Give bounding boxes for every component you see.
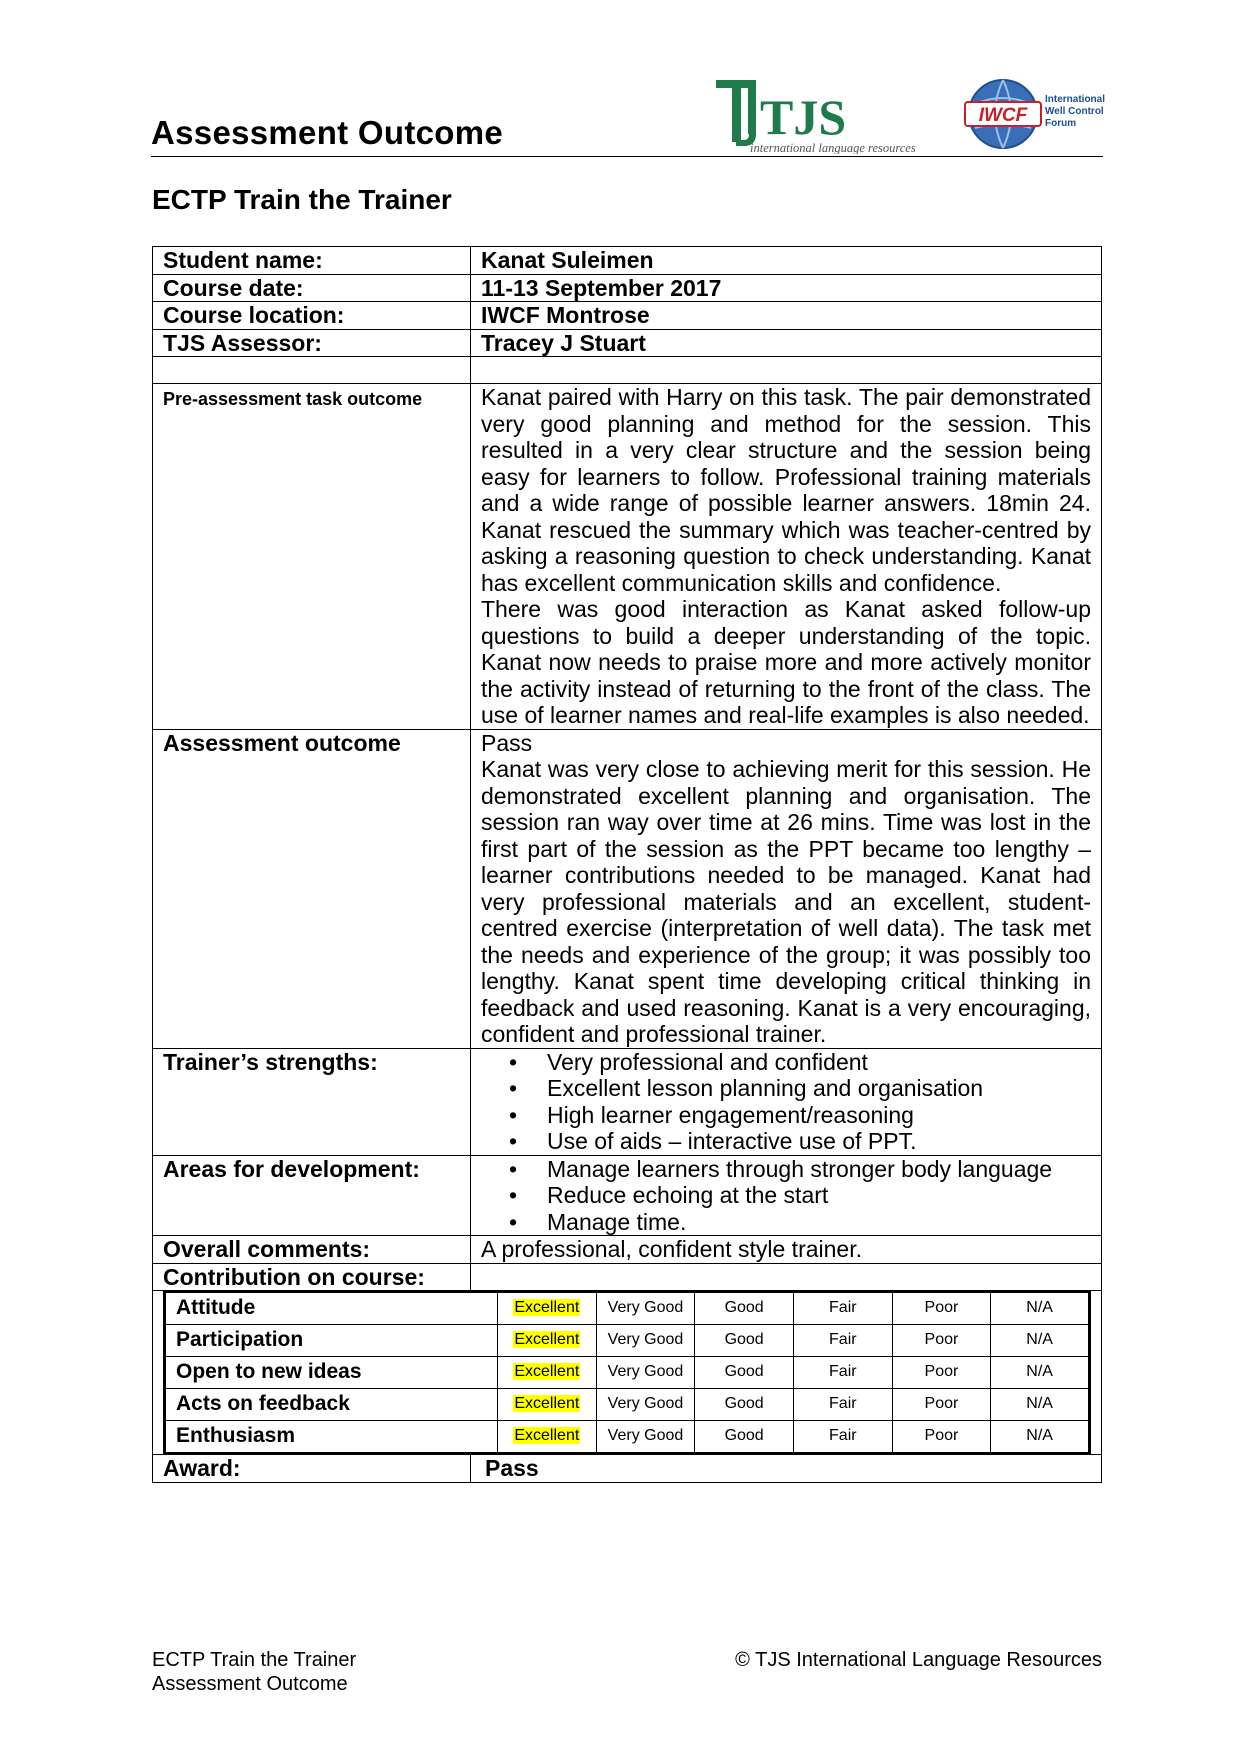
rating-option-label: Very Good [607, 1395, 684, 1413]
development-row [153, 1155, 1102, 1236]
list-item: • High learner engagement/reasoning [547, 1102, 1091, 1129]
footer-course: ECTP Train the Trainer [152, 1649, 357, 1671]
rating-option-label: Poor [924, 1427, 959, 1445]
rating-option [793, 1389, 892, 1421]
rating-option-label: Excellent [514, 1363, 580, 1381]
assessment-outcome-text [471, 729, 1102, 1048]
rating-option-label: Fair [829, 1299, 857, 1317]
iwcf-logo-mark: IWCF [978, 105, 1028, 126]
rating-option [695, 1421, 794, 1454]
rating-option [498, 1421, 597, 1454]
student-row [153, 247, 1102, 275]
rating-option [892, 1292, 991, 1325]
footer-copyright: © TJS International Language Resources [735, 1649, 1102, 1671]
rating-option [596, 1421, 695, 1454]
rating-row [165, 1357, 1090, 1389]
rating-option [695, 1292, 794, 1325]
rating-option-label: Poor [924, 1363, 959, 1381]
iwcf-logo-line1: International [1045, 94, 1106, 105]
contribution-label: Contribution on course: [153, 1263, 471, 1291]
rating-option-label: Fair [829, 1395, 857, 1413]
footer-doc: Assessment Outcome [152, 1673, 348, 1695]
rating-option [498, 1325, 597, 1357]
rating-option [498, 1292, 597, 1325]
assessment-outcome-paragraph: Kanat was very close to achieving merit for this session. He demonstrated excellent planning and organisation. The session ran way over time at 26 mins. Time was lost in the first part of the session as the PPT became too lengthy – learner contributions needed to be managed. Kanat had very professional materials and an excellent, student-centred exercise (interpretation of well data). The task met the needs and experience of the group; it was possibly too lengthy. Kanat spent time developing critical thinking in feedback and used reasoning. Kanat is a very encouraging, confident and professional trainer. [481, 756, 1091, 1047]
assessment-outcome-row [153, 729, 1102, 1048]
list-item: • Excellent lesson planning and organisation [547, 1075, 1091, 1102]
assessor-value: Tracey J Stuart [471, 329, 1102, 357]
rating-option [596, 1292, 695, 1325]
rating-option [892, 1421, 991, 1454]
contribution-row [153, 1263, 1102, 1291]
rating-option [498, 1389, 597, 1421]
list-item: • Use of aids – interactive use of PPT. [547, 1128, 1091, 1155]
rating-option-label: Good [724, 1331, 764, 1349]
development-list [481, 1156, 1091, 1236]
rating-row [165, 1421, 1090, 1454]
rating-option [892, 1325, 991, 1357]
rating-option [695, 1325, 794, 1357]
rating-option-label: Good [724, 1363, 764, 1381]
rating-option [596, 1389, 695, 1421]
rating-option-label: N/A [1026, 1427, 1053, 1445]
rating-option-label: Very Good [607, 1427, 684, 1445]
assessor-label: TJS Assessor: [153, 329, 471, 357]
spacer-cell [471, 357, 1102, 384]
overall-value: A professional, confident style trainer. [471, 1236, 1102, 1264]
spacer-row [153, 357, 1102, 384]
iwcf-logo [961, 74, 1111, 154]
rating-option-label: Excellent [514, 1395, 580, 1413]
rating-criterion: Attitude [165, 1292, 498, 1325]
rating-option [596, 1325, 695, 1357]
rating-option-label: Very Good [607, 1299, 684, 1317]
rating-option [793, 1357, 892, 1389]
list-item: • Manage learners through stronger body language [547, 1156, 1091, 1183]
rating-criterion: Open to new ideas [165, 1357, 498, 1389]
rating-option [991, 1357, 1090, 1389]
rating-option [498, 1357, 597, 1389]
pre-assessment-paragraph: Kanat paired with Harry on this task. The pair demonstrated very good planning and method for the session. This resulted in a very clear structure and the session being easy for learners to follow. Professional training materials and a wide range of possible learner answers. 18min 24. Kanat rescued the summary which was teacher-centred by asking a reasoning question to check understanding. Kanat has excellent communication skills and confidence. [481, 384, 1091, 596]
rating-option-label: Very Good [607, 1331, 684, 1349]
rating-option [991, 1325, 1090, 1357]
pre-assessment-text [471, 384, 1102, 730]
rating-option-label: Fair [829, 1331, 857, 1349]
list-item: • Manage time. [547, 1209, 1091, 1236]
footer-left [152, 1648, 356, 1696]
rating-option-label: N/A [1026, 1331, 1053, 1349]
rating-option [991, 1292, 1090, 1325]
rating-option [991, 1421, 1090, 1454]
header-divider [151, 156, 1103, 157]
page-header [151, 70, 1106, 158]
assessment-table [152, 246, 1102, 1483]
rating-row [165, 1292, 1090, 1325]
rating-row [165, 1325, 1090, 1357]
rating-criterion: Participation [165, 1325, 498, 1357]
tjs-logo-mark: TJS [760, 89, 847, 145]
award-label: Award: [153, 1455, 471, 1483]
location-value: IWCF Montrose [471, 302, 1102, 330]
strengths-row [153, 1048, 1102, 1155]
date-label: Course date: [153, 274, 471, 302]
contribution-value [471, 1263, 1102, 1291]
date-value: 11-13 September 2017 [471, 274, 1102, 302]
list-item: • Reduce echoing at the start [547, 1182, 1091, 1209]
location-row [153, 302, 1102, 330]
rating-option-label: Excellent [514, 1331, 580, 1349]
rating-option-label: Good [724, 1427, 764, 1445]
document-title: Assessment Outcome [151, 114, 504, 151]
ratings-table [163, 1291, 1091, 1454]
rating-option-label: Fair [829, 1363, 857, 1381]
tjs-logo-tagline: international language resources [750, 141, 916, 154]
rating-option-label: Poor [924, 1331, 959, 1349]
rating-option-label: Fair [829, 1427, 857, 1445]
pre-assessment-label: Pre-assessment task outcome [153, 384, 471, 730]
overall-row [153, 1236, 1102, 1264]
rating-option-label: Excellent [514, 1299, 580, 1317]
ratings-row [153, 1291, 1102, 1455]
rating-option [695, 1357, 794, 1389]
rating-option [991, 1389, 1090, 1421]
rating-option [596, 1357, 695, 1389]
rating-option [695, 1389, 794, 1421]
rating-option [892, 1389, 991, 1421]
assessor-row [153, 329, 1102, 357]
rating-option-label: N/A [1026, 1363, 1053, 1381]
rating-row [165, 1389, 1090, 1421]
list-item: • Very professional and confident [547, 1049, 1091, 1076]
rating-option-label: Good [724, 1299, 764, 1317]
location-label: Course location: [153, 302, 471, 330]
overall-label: Overall comments: [153, 1236, 471, 1264]
tjs-logo [706, 74, 966, 154]
rating-option-label: Good [724, 1395, 764, 1413]
rating-option-label: N/A [1026, 1395, 1053, 1413]
document-subtitle: ECTP Train the Trainer [152, 184, 452, 215]
student-label: Student name: [153, 247, 471, 275]
development-cell [471, 1155, 1102, 1236]
ratings-cell [153, 1291, 1102, 1455]
rating-criterion: Acts on feedback [165, 1389, 498, 1421]
rating-option [892, 1357, 991, 1389]
student-value: Kanat Suleimen [471, 247, 1102, 275]
iwcf-logo-line2: Well Control [1045, 106, 1104, 117]
rating-option-label: Poor [924, 1299, 959, 1317]
rating-option [793, 1325, 892, 1357]
pre-assessment-row [153, 384, 1102, 730]
rating-option-label: Excellent [514, 1427, 580, 1445]
rating-criterion: Enthusiasm [165, 1421, 498, 1454]
rating-option [793, 1292, 892, 1325]
rating-option-label: Poor [924, 1395, 959, 1413]
date-row [153, 274, 1102, 302]
rating-option-label: N/A [1026, 1299, 1053, 1317]
rating-option-label: Very Good [607, 1363, 684, 1381]
pre-assessment-paragraph: There was good interaction as Kanat asked follow-up questions to build a deeper understanding of the topic. Kanat now needs to praise more and more actively monitor the activity instead of returning to the front of the class. The use of learner names and real-life examples is also needed. [481, 596, 1091, 728]
strengths-list [481, 1049, 1091, 1155]
spacer-cell [153, 357, 471, 384]
strengths-cell [471, 1048, 1102, 1155]
assessment-outcome-label: Assessment outcome [153, 729, 471, 1048]
iwcf-logo-line3: Forum [1045, 118, 1077, 129]
award-value: Pass [471, 1455, 1102, 1483]
assessment-outcome-result: Pass [481, 729, 533, 756]
development-label: Areas for development: [153, 1155, 471, 1236]
award-row [153, 1455, 1102, 1483]
strengths-label: Trainer’s strengths: [153, 1048, 471, 1155]
rating-option [793, 1421, 892, 1454]
